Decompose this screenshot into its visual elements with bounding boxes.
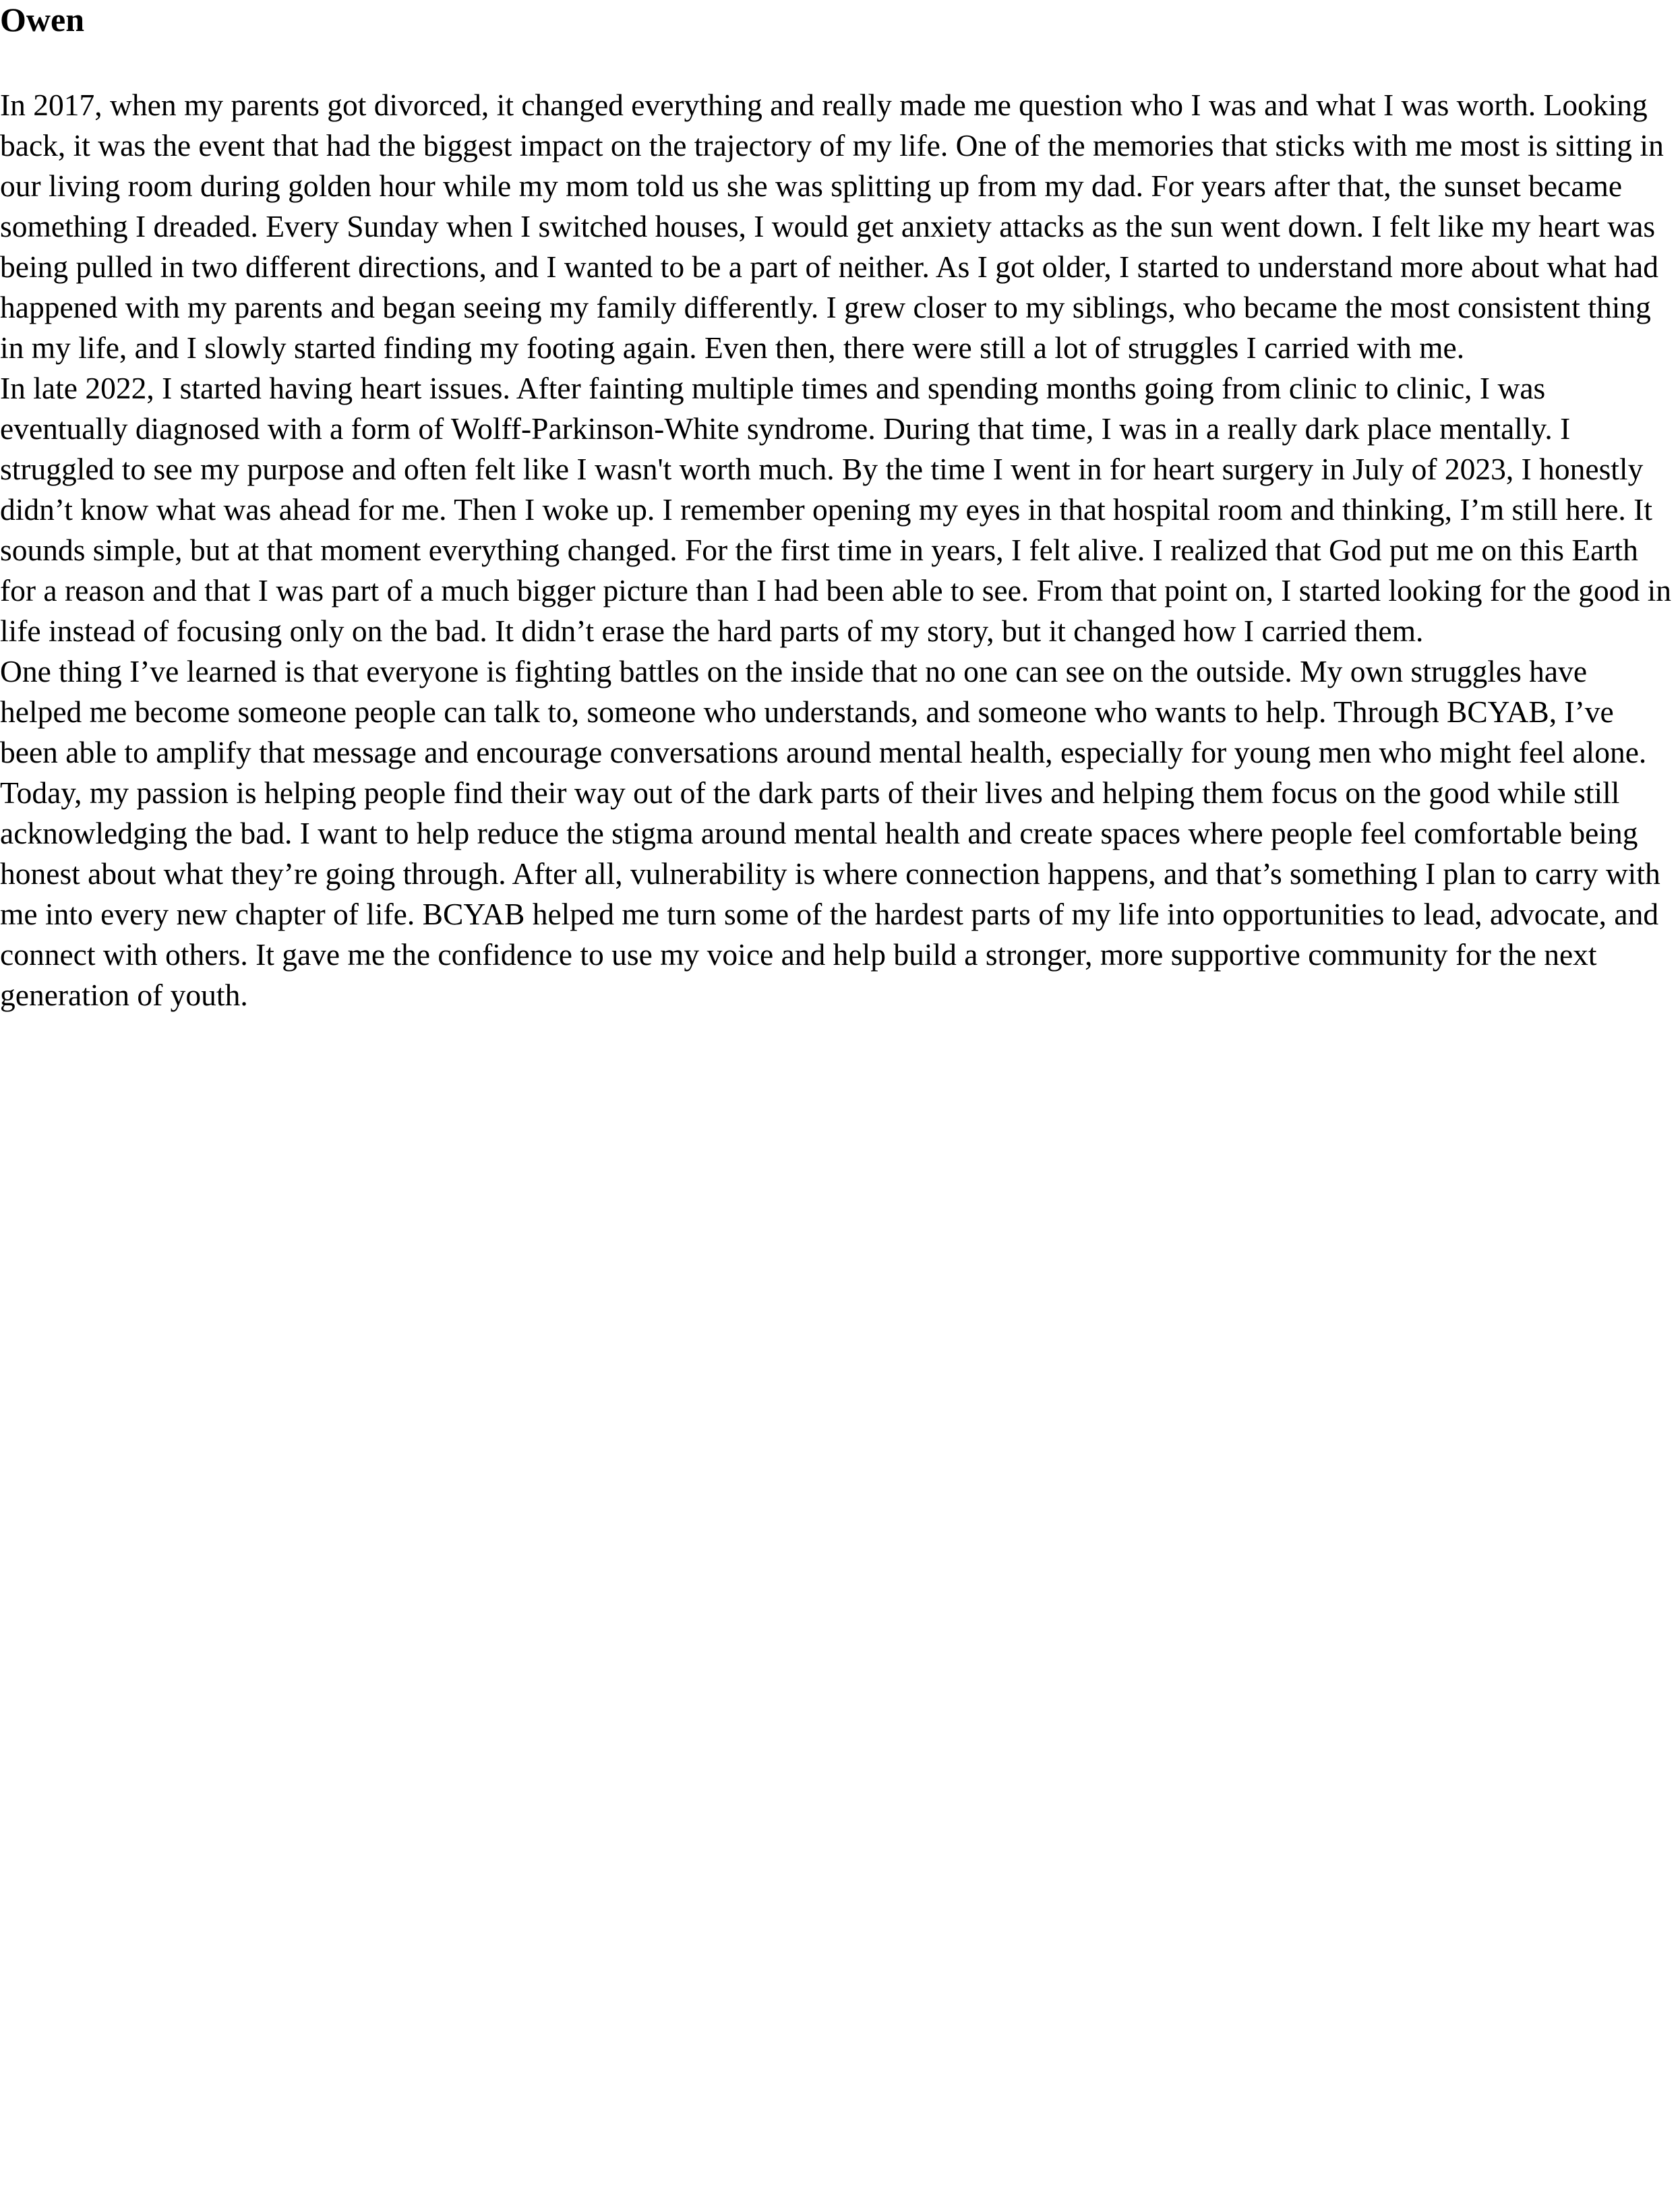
paragraph-divorce: In 2017, when my parents got divorced, it changed everything and really made me question who I was and what I was worth. Looking back, it was the event that had the biggest impact on the trajectory of my life. One of the memories that sticks with me most is sitting in our living room during golden hour while my mom told us she was splitting up from my dad. For years after that, the sunset became something I dreaded. Every Sunday when I switched houses, I would get anxiety attacks as the sun went down. I felt like my heart was being pulled in two different directions, and I wanted to be a part of neither. As I got older, I started to understand more about what had happened with my parents and began seeing my family differently. I grew closer to my siblings, who became the most consistent thing in my life, and I slowly started finding my footing again. Even then, there were still a lot of struggles I carried with me. xyxy=(0,88,1664,365)
document-body xyxy=(0,85,1675,1015)
paragraph-heart-issues: In late 2022, I started having heart issues. After fainting multiple times and spending months going from clinic to clinic, I was eventually diagnosed with a form of Wolff-Parkinson-White syndrome. During that time, I was in a really dark place mentally. I struggled to see my purpose and often felt like I wasn't worth much. By the time I went in for heart surgery in July of 2023, I honestly didn’t know what was ahead for me. Then I woke up. I remember opening my eyes in that hospital room and thinking, I’m still here. It sounds simple, but at that moment everything changed. For the first time in years, I felt alive. I realized that God put me on this Earth for a reason and that I was part of a much bigger picture than I had been able to see. From that point on, I started looking for the good in life instead of focusing only on the bad. It didn’t erase the hard parts of my story, but it changed how I carried them. xyxy=(0,371,1672,648)
page-title: Owen xyxy=(0,1,84,38)
paragraph-bcyab: One thing I’ve learned is that everyone is fighting battles on the inside that no one can see on the outside. My own struggles have helped me become someone people can talk to, someone who understands, and someone who wants to help. Through BCYAB, I’ve been able to amplify that message and encourage conversations around mental health, especially for young men who might feel alone. Today, my passion is helping people find their way out of the dark parts of their lives and helping them focus on the good while still acknowledging the bad. I want to help reduce the stigma around mental health and create spaces where people feel comfortable being honest about what they’re going through. After all, vulnerability is where connection happens, and that’s something I plan to carry with me into every new chapter of life. BCYAB helped me turn some of the hardest parts of my life into opportunities to lead, advocate, and connect with others. It gave me the confidence to use my voice and help build a stronger, more supportive community for the next generation of youth. xyxy=(0,654,1660,1012)
